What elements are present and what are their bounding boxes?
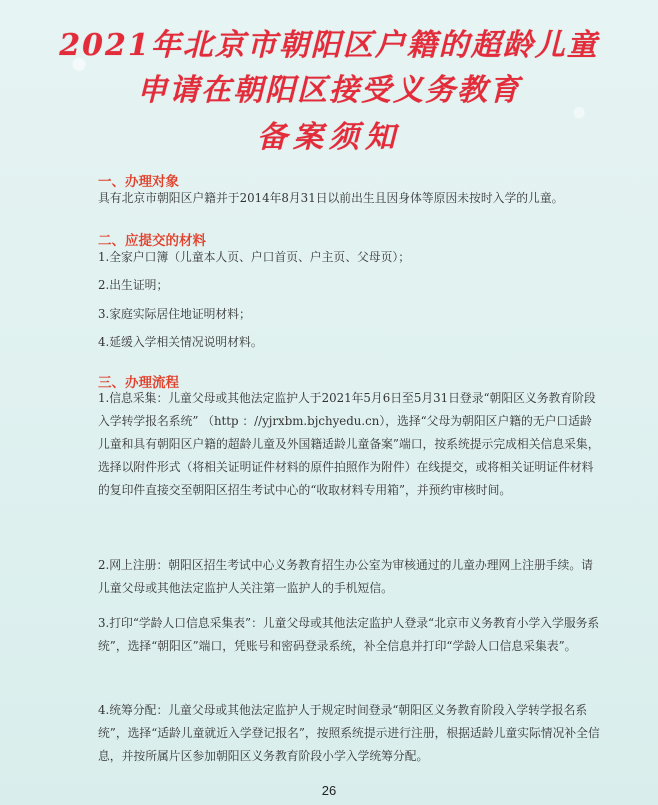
title-line-3: 备案须知 — [257, 120, 401, 155]
page-number: 26 — [321, 783, 337, 798]
material-item: 1.全家户口簿（儿童本人页、户口首页、户主页、父母页）； — [98, 250, 411, 264]
process-step: 4.统筹分配：儿童父母或其他法定监护人于规定时间登录“朝阳区义务教育阶段入学转学报名系统”，选择“适龄儿童就近入学登记报名”，按照系统提示进行注册，根据适龄儿童实际情况补全信息，并按所属片区参加朝阳区义务教育阶段小学入学统筹分配。 — [98, 703, 600, 763]
material-item: 4.延缓入学相关情况说明材料。 — [98, 335, 263, 349]
title-line-1: 2021年北京市朝阳区户籍的超龄儿童 — [59, 28, 599, 63]
material-item: 3.家庭实际居住地证明材料； — [98, 307, 251, 321]
section-paragraph: 具有北京市朝阳区户籍并于2014年8月31日以前出生且因身体等原因未按时入学的儿童。 — [98, 191, 564, 205]
material-item: 2.出生证明； — [98, 278, 169, 292]
process-step: 2.网上注册：朝阳区招生考试中心义务教育招生办公室为审核通过的儿童办理网上注册手续。请儿童父母或其他法定监护人关注第一监护人的手机短信。 — [98, 558, 593, 595]
title-line-2: 申请在朝阳区接受义务教育 — [137, 73, 521, 108]
process-step: 3.打印“学龄人口信息采集表”：儿童父母或其他法定监护人登录“北京市义务教育小学入学服务系统”，选择“朝阳区”端口，凭账号和密码登录系统，补全信息并打印“学龄人口信息采集表”。 — [98, 616, 600, 653]
section-heading-process: 三、办理流程 — [98, 375, 179, 391]
process-step: 1.信息采集：儿童父母或其他法定监护人于2021年5月6日至5月31日登录“朝阳区义务教育阶段入学转学报名系统” （http ：//yjrxbm.bjchyedu.cn），选择“父母为朝阳区户籍的无户口适龄儿童和具有朝阳区户籍的超龄儿童及外国籍适龄儿童备案”端口，按系统提示完成相关信息采集，选择以附件形式（将相关证明证件材料的原件拍照作为附件）在线提交，或将相关证明证件材料的复印件直接交至朝阳区招生考试中心的“收取材料专用箱”，并预约审核时间。 — [98, 391, 600, 497]
section-heading-materials: 二、应提交的材料 — [98, 233, 206, 249]
section-heading-target: 一、办理对象 — [98, 174, 179, 190]
